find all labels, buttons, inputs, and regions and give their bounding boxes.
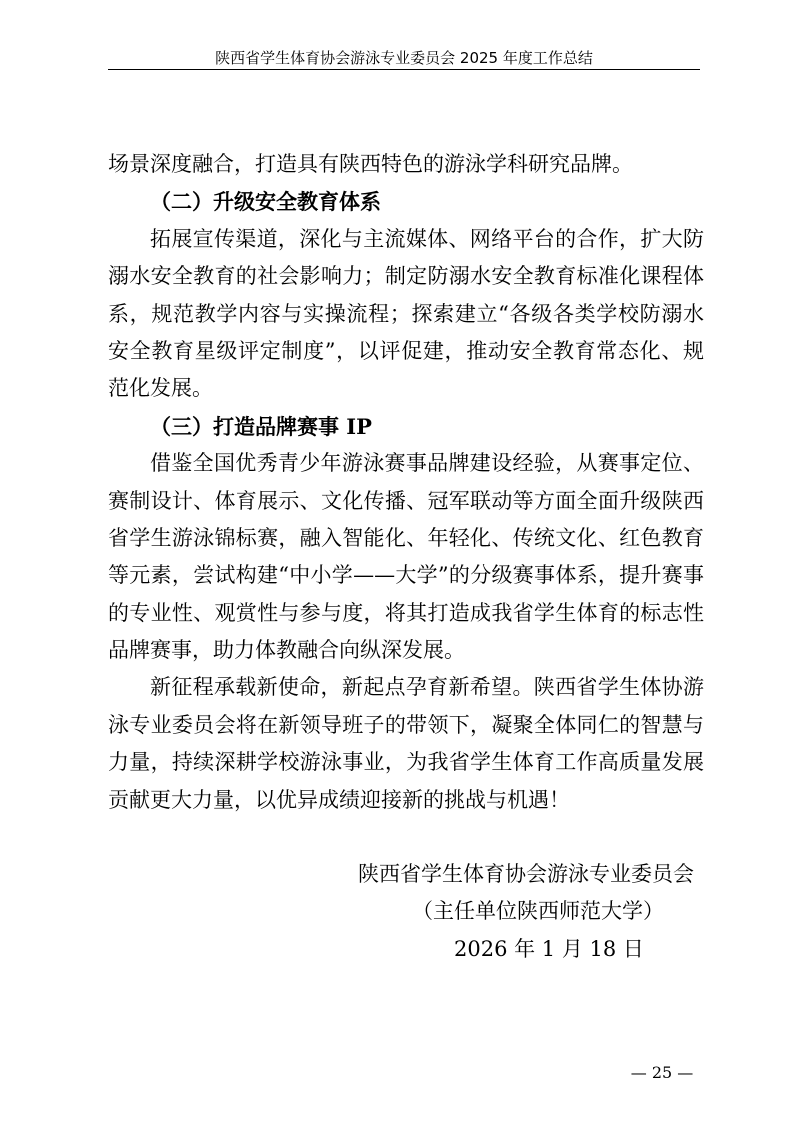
paragraph-line: 系，规范教学内容与实操流程；探索建立“各级各类学校防溺水	[108, 301, 704, 326]
section-heading-safety-education: （二）升级安全教育体系	[150, 189, 381, 215]
paragraph-line: 新征程承载新使命，新起点孕育新希望。陕西省学生体协游	[150, 675, 704, 700]
paragraph-line: 省学生游泳锦标赛，融入智能化、年轻化、传统文化、红色教育	[108, 525, 704, 550]
running-header: 陕西省学生体育协会游泳专业委员会 2025 年度工作总结	[215, 49, 593, 67]
paragraph-line: 品牌赛事，助力体教融合向纵深发展。	[108, 638, 465, 663]
signature-block	[350, 856, 704, 968]
paragraph-line: 安全教育星级评定制度”，以评促建，推动安全教育常态化、规	[108, 338, 704, 363]
signature-date: 2026 年 1 月 18 日	[454, 936, 644, 961]
header-divider	[108, 69, 700, 70]
signature-unit: （主任单位陕西师范大学）	[412, 899, 664, 924]
paragraph-line: 范化发展。	[108, 376, 213, 401]
paragraph-line: 借鉴全国优秀青少年游泳赛事品牌建设经验，从赛事定位、	[150, 451, 704, 476]
page-number: — 25 —	[630, 1063, 694, 1082]
section-heading-brand-events: （三）打造品牌赛事 IP	[150, 413, 372, 439]
paragraph-line: 力量，持续深耕学校游泳事业，为我省学生体育工作高质量发展	[108, 750, 704, 775]
paragraph-line: 贡献更大力量，以优异成绩迎接新的挑战与机遇！	[108, 787, 570, 812]
paragraph-line: 溺水安全教育的社会影响力；制定防溺水安全教育标准化课程体	[108, 264, 704, 289]
signature-organization: 陕西省学生体育协会游泳专业委员会	[358, 862, 694, 886]
paragraph-line: 赛制设计、体育展示、文化传播、冠军联动等方面全面升级陕西	[108, 488, 704, 513]
paragraph-line: 的专业性、观赏性与参与度，将其打造成我省学生体育的标志性	[108, 600, 704, 625]
paragraph-line: 等元素，尝试构建“中小学——大学”的分级赛事体系，提升赛事	[108, 563, 704, 588]
paragraph-line: 拓展宣传渠道，深化与主流媒体、网络平台的合作，扩大防	[150, 226, 704, 251]
paragraph-line: 场景深度融合，打造具有陕西特色的游泳学科研究品牌。	[108, 152, 633, 176]
document-body	[108, 146, 704, 819]
paragraph-line: 泳专业委员会将在新领导班子的带领下，凝聚全体同仁的智慧与	[108, 712, 704, 737]
